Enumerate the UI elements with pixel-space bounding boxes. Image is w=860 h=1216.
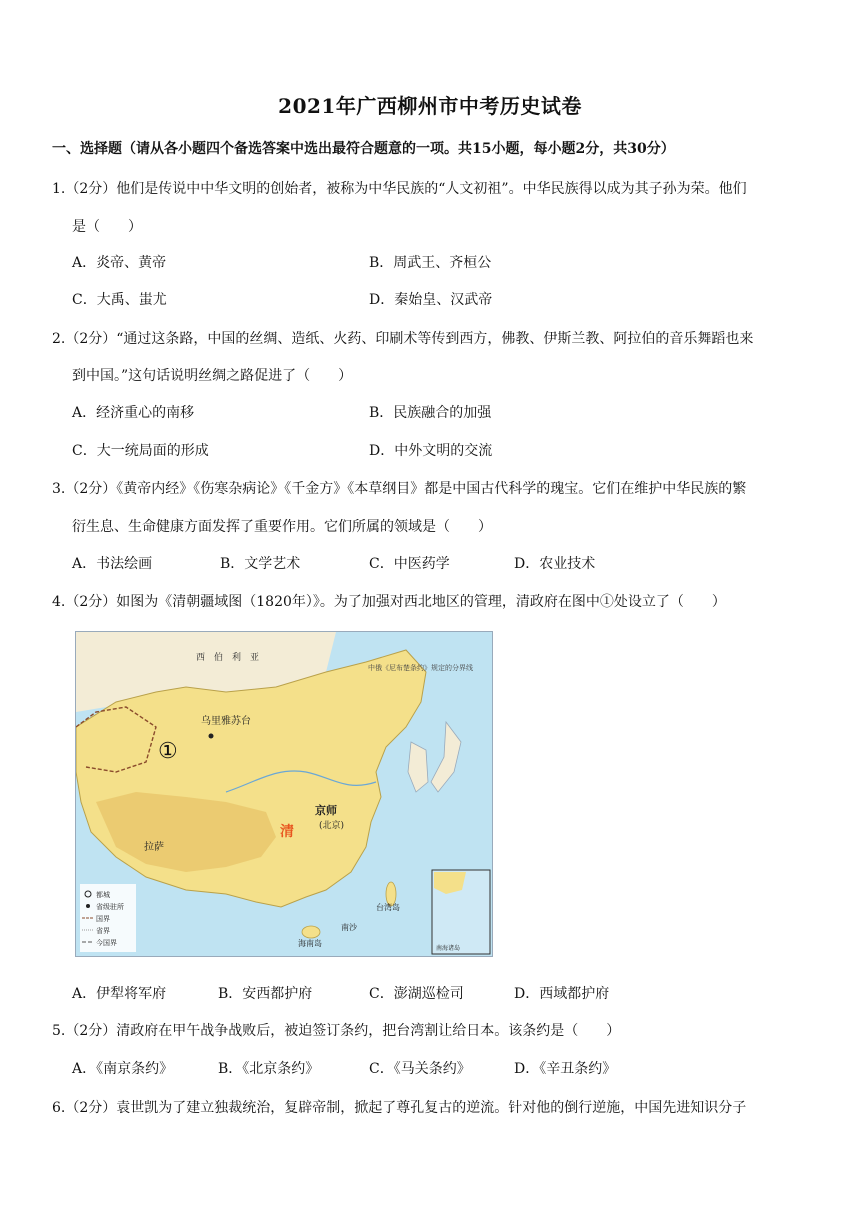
map-label-siberia: 西 伯 利 亚: [196, 653, 260, 663]
legend-provincial-symbol: [86, 904, 90, 908]
question-1-option-a[interactable]: A．炎帝、黄帝: [72, 255, 167, 271]
map-label-marker-1: ①: [158, 739, 178, 764]
legend-item-modern-border: 今国界: [96, 939, 117, 947]
question-1-option-c[interactable]: C．大禹、蚩尤: [72, 292, 167, 308]
page-title: 2021年广西柳州市中考历史试卷: [278, 94, 582, 118]
map-label-treaty-note: 中俄《尼布楚条约》规定的分界线: [368, 664, 473, 672]
inset-caption: 南海诸岛: [436, 945, 461, 952]
question-2-option-a[interactable]: A．经济重心的南移: [72, 405, 195, 421]
question-3-option-d[interactable]: D．农业技术: [514, 556, 596, 572]
map-label-nansha: 南沙: [341, 923, 357, 932]
question-4-line-1: 4.（2分）如图为《清朝疆域图（1820年）》。为了加强对西北地区的管理，清政府在图中①处设立了（ ）: [52, 594, 726, 610]
question-1-line-1: 1.（2分）他们是传说中中华文明的创始者，被称为中华民族的“人文初祖”。中华民族得以成为其子孙为荣。他们: [52, 181, 747, 197]
question-2-line-1: 2.（2分）“通过这条路，中国的丝绸、造纸、火药、印刷术等传到西方，佛教、伊斯兰教、阿拉伯的音乐舞蹈也来: [52, 331, 754, 347]
map-inset-south-china-sea: [432, 870, 490, 954]
question-3-option-a[interactable]: A．书法绘画: [72, 556, 153, 572]
question-3-line-2: 衍生息、生命健康方面发挥了重要作用。它们所属的领域是（ ）: [72, 519, 492, 535]
question-1-option-d[interactable]: D．秦始皇、汉武帝: [369, 292, 493, 308]
map-label-qing: 清: [280, 824, 294, 840]
question-1-line-2: 是（ ）: [72, 219, 142, 235]
question-4-option-b[interactable]: B．安西都护府: [218, 986, 313, 1002]
question-3-option-c[interactable]: C．中医药学: [369, 556, 450, 572]
legend-item-provincial-border: 省界: [96, 927, 110, 935]
question-2-option-b[interactable]: B．民族融合的加强: [369, 405, 492, 421]
question-4-option-d[interactable]: D．西域都护府: [514, 986, 610, 1002]
question-1-option-b[interactable]: B．周武王、齐桓公: [369, 255, 492, 271]
qing-territory-map: [75, 631, 493, 957]
map-label-taiwan: 台湾岛: [376, 903, 400, 912]
map-label-hainan: 海南岛: [298, 939, 322, 948]
question-5-option-d[interactable]: D．《辛丑条约》: [514, 1061, 617, 1077]
question-5-option-a[interactable]: A．《南京条约》: [72, 1061, 174, 1077]
question-2-option-d[interactable]: D．中外文明的交流: [369, 443, 493, 459]
question-5-option-c[interactable]: C．《马关条约》: [369, 1061, 471, 1077]
section-heading: 一、选择题（请从各小题四个备选答案中选出最符合题意的一项。共15小题，每小题2分，共30分）: [52, 141, 675, 157]
map-label-lhasa: 拉萨: [144, 842, 164, 853]
legend-item-capital: 都城: [96, 891, 110, 899]
question-5-option-b[interactable]: B．《北京条约》: [218, 1061, 320, 1077]
map-hainan: [302, 926, 320, 938]
map-label-uliastai: 乌里雅苏台: [201, 716, 251, 727]
map-label-beijing: (北京): [319, 821, 345, 831]
question-5-line-1: 5.（2分）清政府在甲午战争战败后，被迫签订条约，把台湾割让给日本。该条约是（ ）: [52, 1023, 621, 1039]
map-uliastai-dot: [209, 734, 214, 739]
question-2-option-c[interactable]: C．大一统局面的形成: [72, 443, 209, 459]
question-2-line-2: 到中国。”这句话说明丝绸之路促进了（ ）: [72, 368, 353, 384]
map-label-capital: 京师: [315, 804, 337, 817]
question-4-option-c[interactable]: C．澎湖巡检司: [369, 986, 464, 1002]
question-4-option-a[interactable]: A．伊犁将军府: [72, 986, 167, 1002]
legend-item-provincial: 省级驻所: [96, 903, 124, 911]
map-legend: [80, 884, 136, 952]
question-6-line-1: 6.（2分）袁世凯为了建立独裁统治，复辟帝制，掀起了尊孔复古的逆流。针对他的倒行逆施，中国先进知识分子: [52, 1100, 747, 1116]
legend-item-national-border: 国界: [96, 915, 110, 923]
question-3-line-1: 3.（2分）《黄帝内经》《伤寒杂病论》《千金方》《本草纲目》都是中国古代科学的瑰宝。它们在维护中华民族的繁: [52, 481, 747, 497]
question-3-option-b[interactable]: B．文学艺术: [220, 556, 301, 572]
